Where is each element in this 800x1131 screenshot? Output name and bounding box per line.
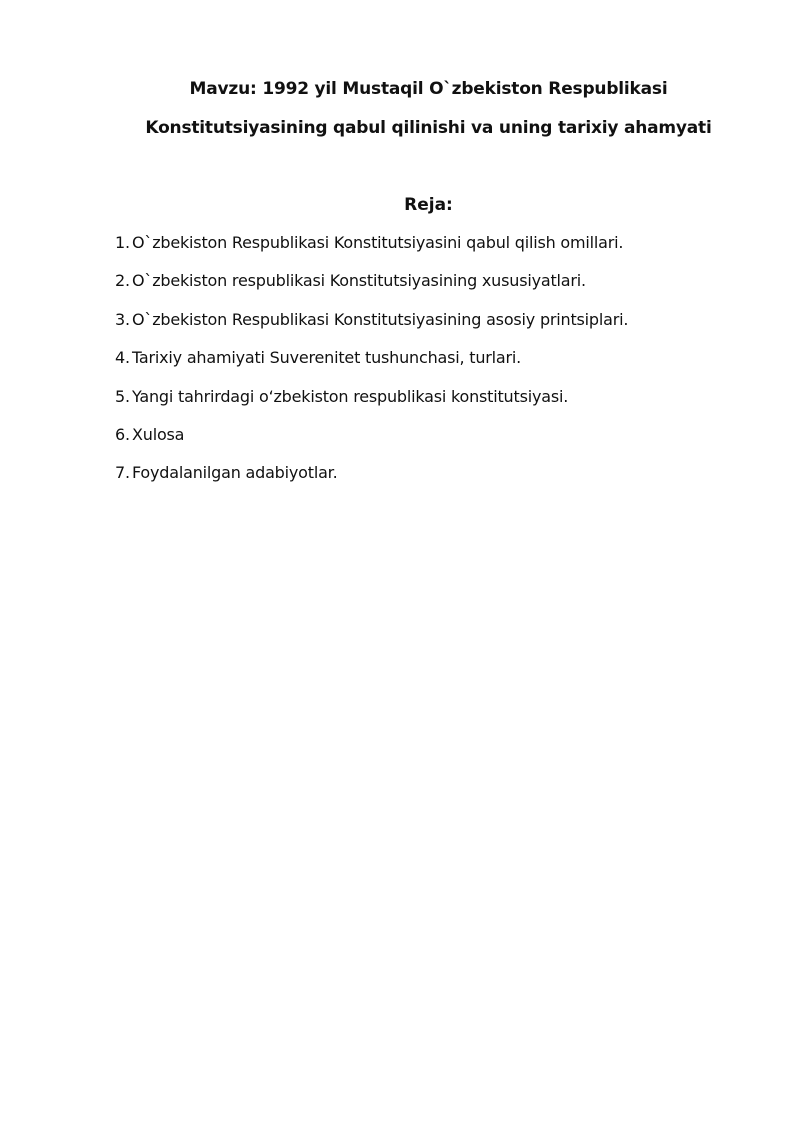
plan-item-2 — [115, 270, 628, 308]
plan-item-1 — [115, 232, 628, 270]
plan-item-number: 6. — [115, 424, 130, 444]
plan-item-number: 4. — [115, 348, 130, 368]
plan-item-6 — [115, 424, 628, 462]
plan-item-number: 3. — [115, 309, 130, 329]
plan-item-number: 5. — [115, 386, 130, 406]
plan-heading: Reja: — [404, 195, 453, 215]
document-title-line-2: Konstitutsiyasining qabul qilinishi va uning tarixiy ahamyati — [145, 118, 712, 138]
plan-item-text: O`zbekiston respublikasi Konstitutsiyasining xususiyatlari. — [132, 271, 586, 291]
plan-item-number: 7. — [115, 463, 130, 483]
plan-item-3 — [115, 309, 628, 347]
plan-item-4 — [115, 347, 628, 385]
plan-item-number: 1. — [115, 233, 130, 252]
plan-item-text: Xulosa — [132, 424, 185, 444]
plan-item-number: 2. — [115, 271, 130, 291]
plan-item-text: Yangi tahrirdagi o‘zbekiston respublikasi konstitutsiyasi. — [132, 386, 569, 406]
plan-item-7 — [115, 462, 628, 500]
plan-item-text: Foydalanilgan adabiyotlar. — [132, 463, 338, 483]
plan-list — [115, 232, 628, 501]
plan-item-text: O`zbekiston Respublikasi Konstitutsiyasining asosiy printsiplari. — [132, 309, 629, 329]
document-title-line-1: Mavzu: 1992 yil Mustaqil O`zbekiston Respublikasi — [189, 79, 668, 99]
plan-item-text: Tarixiy ahamiyati Suverenitet tushunchasi, turlari. — [132, 348, 522, 368]
plan-item-text: O`zbekiston Respublikasi Konstitutsiyasini qabul qilish omillari. — [132, 233, 624, 252]
plan-item-5 — [115, 386, 628, 424]
